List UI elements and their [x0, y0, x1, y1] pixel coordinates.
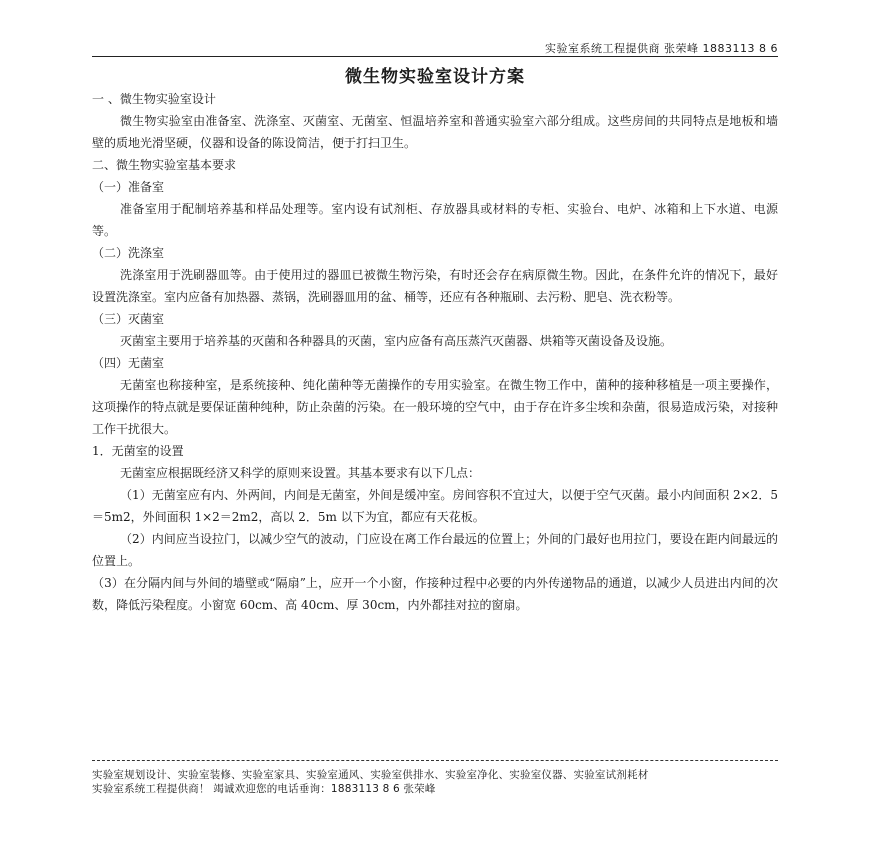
document-title: 微生物实验室设计方案 [345, 67, 525, 87]
section-heading: 二、微生物实验室基本要求 [92, 158, 237, 172]
paragraph: 准备室用于配制培养基和样品处理等。室内设有试剂柜、存放器具或材料的专柜、实验台、电炉、冰箱和上下水道、电源等。 [92, 202, 778, 238]
footer-contact-line: 实验室系统工程提供商！ 竭诚欢迎您的电话垂询：1883113 8 6 张荣峰 [92, 783, 436, 795]
subsection-heading: （三）灭菌室 [92, 312, 165, 326]
paragraph: 灭菌室主要用于培养基的灭菌和各种器具的灭菌，室内应备有高压蒸汽灭菌器、烘箱等灭菌设备及设施。 [120, 334, 673, 348]
section-heading: 一 、微生物实验室设计 [92, 92, 216, 106]
page-footer [92, 768, 792, 796]
document-body [92, 88, 778, 616]
footer-services-line: 实验室规划设计、实验室装修、实验室家具、实验室通风、实验室供排水、实验室净化、实验室仪器、实验室试剂耗材 [92, 769, 649, 781]
paragraph: 无菌室应根据既经济又科学的原则来设置。其基本要求有以下几点： [120, 466, 481, 480]
list-item: （2）内间应当设拉门，以减少空气的波动，门应设在离工作台最远的位置上；外间的门最好也用拉门，要设在距内间最远的位置上。 [92, 532, 778, 568]
list-item: （3）在分隔内间与外间的墙壁或“隔扇”上，应开一个小窗，作接种过程中必要的内外传递物品的通道，以减少人员进出内间的次数，降低污染程度。小窗宽 60cm、高 40cm、厚 30cm，内外都挂对拉的窗扇。 [92, 576, 778, 612]
numbered-heading: 1．无菌室的设置 [92, 444, 184, 458]
paragraph: 无菌室也称接种室，是系统接种、纯化菌种等无菌操作的专用实验室。在微生物工作中，菌种的接种移植是一项主要操作，这项操作的特点就是要保证菌种纯种，防止杂菌的污染。在一般环境的空气中，由于存在许多尘埃和杂菌，很易造成污染，对接种工作干扰很大。 [92, 378, 778, 436]
subsection-heading: （二）洗涤室 [92, 246, 165, 260]
subsection-heading: （四）无菌室 [92, 356, 165, 370]
header-divider [92, 56, 778, 57]
paragraph: 洗涤室用于洗刷器皿等。由于使用过的器皿已被微生物污染，有时还会存在病原微生物。因此，在条件允许的情况下，最好设置洗涤室。室内应备有加热器、蒸锅，洗刷器皿用的盆、桶等，还应有各种瓶刷、去污粉、肥皂、洗衣粉等。 [92, 268, 778, 304]
page-header: 实验室系统工程提供商 张荣峰 1883113 8 6 [545, 42, 778, 55]
list-item: （1）无菌室应有内、外两间，内间是无菌室，外间是缓冲室。房间容积不宜过大，以便于空气灭菌。最小内间面积 2×2．5＝5m2，外间面积 1×2＝2m2，高以 2．5m 以下为宜，都应有天花板。 [92, 488, 778, 524]
subsection-heading: （一）准备室 [92, 180, 165, 194]
paragraph: 微生物实验室由准备室、洗涤室、灭菌室、无菌室、恒温培养室和普通实验室六部分组成。这些房间的共同特点是地板和墙壁的质地光滑坚硬，仪器和设备的陈设简洁，便于打扫卫生。 [92, 114, 778, 150]
footer-divider [92, 760, 778, 761]
